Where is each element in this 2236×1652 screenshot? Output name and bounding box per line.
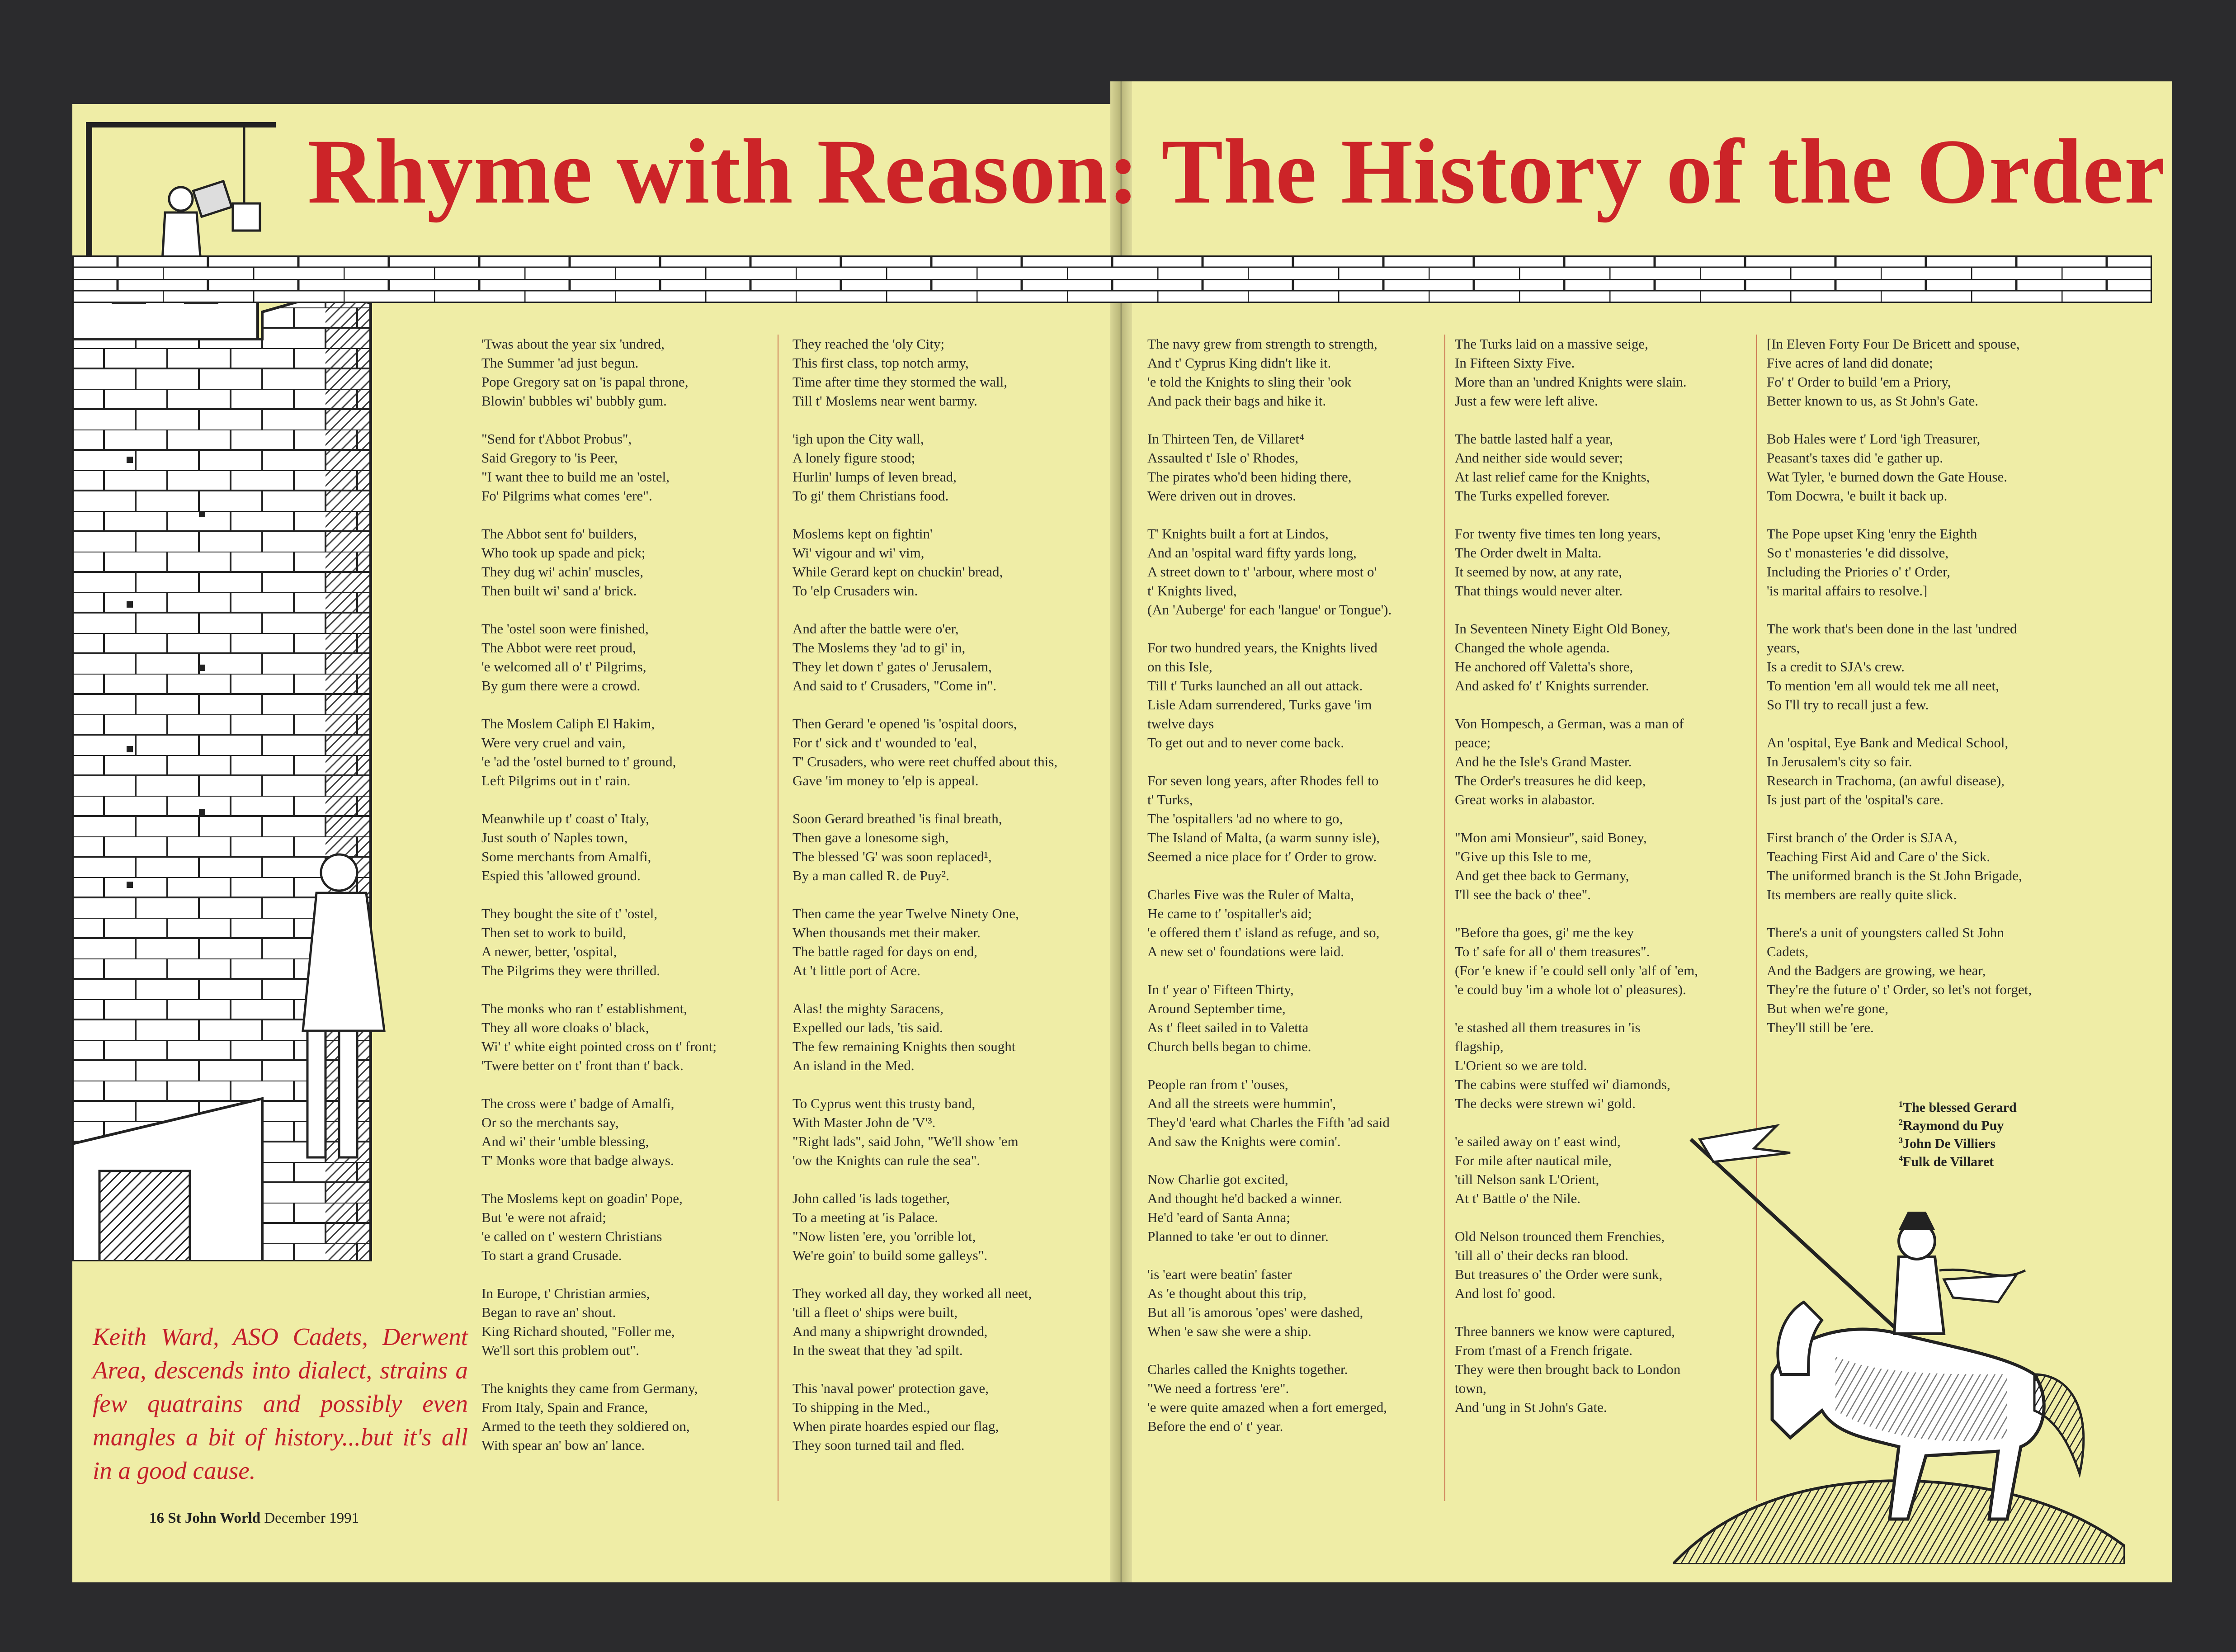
poem-line: To t' safe for all o' them treasures". (1455, 944, 1650, 959)
poem-line: Moslems kept on fightin' (793, 526, 933, 542)
poem-line: Bob Hales were t' Lord 'igh Treasurer, (1767, 431, 1981, 447)
poem-stanza (1147, 638, 1437, 752)
folio-date: December 1991 (264, 1510, 359, 1526)
poem-line: And asked fo' t' Knights surrender. (1455, 678, 1649, 694)
poem-line: And many a shipwright drownded, (793, 1323, 988, 1339)
poem-line: T' Knights built a fort at Lindos, (1147, 526, 1329, 542)
poem-line: For two hundred years, the Knights lived (1147, 640, 1377, 656)
poem-line: By gum there were a crowd. (481, 678, 641, 694)
poem-line: From Italy, Spain and France, (481, 1399, 648, 1415)
poem-line: Were driven out in droves. (1147, 488, 1296, 504)
poem-line: The uniformed branch is the St John Brigade, (1767, 868, 2022, 883)
poem-line: They bought the site of t' 'ostel, (481, 906, 658, 921)
poem-line: Is just part of the 'ospital's care. (1767, 792, 1944, 807)
poem-line: Teaching First Aid and Care o' the Sick. (1767, 849, 1991, 864)
poem-line: The work that's been done in the last 'undred (1767, 621, 2017, 637)
poem-line: The monks who ran t' establishment, (481, 1001, 688, 1016)
article-standfirst: Keith Ward, ASO Cadets, Derwent Area, descends into dialect, strains a few quatrains and possibly even mangles a bit of history...but it's all in a good cause. (93, 1323, 468, 1484)
poem-line: Then came the year Twelve Ninety One, (793, 906, 1019, 921)
poem-line: "I want thee to build me an 'ostel, (481, 469, 670, 485)
poem-stanza (481, 619, 753, 695)
poem-line: Around September time, (1147, 1001, 1286, 1016)
poem-line: Fo' Pilgrims what comes 'ere". (481, 488, 652, 504)
poem-line: t' Knights lived, (1147, 583, 1237, 599)
poem-line: Expelled our lads, 'tis said. (793, 1020, 943, 1035)
poem-line: There's a unit of youngsters called St John (1767, 925, 2004, 940)
poem-stanza (481, 1379, 753, 1455)
poem-line: In Thirteen Ten, de Villaret⁴ (1147, 431, 1304, 447)
poem-line: And thought he'd backed a winner. (1147, 1190, 1342, 1206)
poem-line: The cross were t' badge of Amalfi, (481, 1095, 675, 1111)
poem-line: Changed the whole agenda. (1455, 640, 1610, 656)
poem-line: Fo' t' Order to build 'em a Priory, (1767, 374, 1951, 390)
poem-stanza (1147, 980, 1437, 1056)
poem-line: And neither side would sever; (1455, 450, 1623, 466)
poem-line: The decks were strewn wi' gold. (1455, 1095, 1636, 1111)
poem-line: He'd 'eard of Santa Anna; (1147, 1209, 1290, 1225)
poem-line: Said Gregory to 'is Peer, (481, 450, 618, 466)
footnote: $^4$Fulk de Villaret (1899, 1154, 1994, 1169)
poem-line: 'igh upon the City wall, (793, 431, 924, 447)
poem-line: Hurlin' lumps of leven bread, (793, 469, 957, 485)
poem-line: The battle raged for days on end, (793, 944, 977, 959)
poem-stanza (1455, 1018, 1749, 1113)
poem-line: 'e stashed all them treasures in 'is (1455, 1020, 1641, 1035)
poem-line: In Jerusalem's city so fair. (1767, 754, 1912, 769)
poem-line: Who took up spade and pick; (481, 545, 646, 561)
poem-line: The Abbot were reet proud, (481, 640, 636, 656)
poem-line: 'e told the Knights to sling their 'ook (1147, 374, 1352, 390)
poem-line: Peasant's taxes did 'e gather up. (1767, 450, 1943, 466)
poem-line: We're goin' to build some galleys". (793, 1247, 988, 1263)
poem-stanza (481, 1189, 753, 1265)
poem-line: [In Eleven Forty Four De Bricett and spouse, (1767, 336, 2020, 352)
poem-line: He came to t' 'ospitaller's aid; (1147, 906, 1312, 921)
poem-line: The Pope upset King 'enry the Eighth (1767, 526, 1977, 542)
poem-line: So t' monasteries 'e did dissolve, (1767, 545, 1949, 561)
poem-line: The cabins were stuffed wi' diamonds, (1455, 1076, 1670, 1092)
poem-line: Espied this 'allowed ground. (481, 868, 641, 883)
poem-stanza (481, 904, 753, 980)
poem-stanza (793, 1094, 1082, 1170)
poem-stanza (1147, 335, 1437, 411)
poem-line: The battle lasted half a year, (1455, 431, 1613, 447)
poem-line: on this Isle, (1147, 659, 1212, 675)
poem-stanza (481, 1284, 753, 1360)
poem-stanza (793, 999, 1082, 1075)
poem-line: And pack their bags and hike it. (1147, 393, 1326, 409)
poem-line: Wi' t' white eight pointed cross on t' front; (481, 1038, 717, 1054)
poem-line: Three banners we know were captured, (1455, 1323, 1675, 1339)
poem-stanza (1147, 771, 1437, 866)
poem-line: The navy grew from strength to strength, (1147, 336, 1377, 352)
footnote: $^1$The blessed Gerard (1899, 1100, 2017, 1115)
poem-line: At 't little port of Acre. (793, 963, 920, 978)
poem-line: A street down to t' 'arbour, where most o' (1147, 564, 1377, 580)
poem-line: I'll see the back o' thee". (1455, 887, 1591, 902)
poem-line: T' Crusaders, who were reet chuffed about this, (793, 754, 1058, 769)
poem-line: Charles called the Knights together. (1147, 1361, 1348, 1377)
poem-line: At t' Battle o' the Nile. (1455, 1190, 1581, 1206)
poem-line: The Summer 'ad just begun. (481, 355, 639, 371)
poem-line: 'till all o' their decks ran blood. (1455, 1247, 1628, 1263)
poem-stanza (1455, 524, 1749, 600)
poem-line: "Now listen 'ere, you 'orrible lot, (793, 1228, 976, 1244)
poem-line: Assaulted t' Isle o' Rhodes, (1147, 450, 1299, 466)
poem-stanza (481, 1094, 753, 1170)
poem-line: And all the streets were hummin', (1147, 1095, 1336, 1111)
poem-line: Or so the merchants say, (481, 1114, 619, 1130)
poem-line: Now Charlie got excited, (1147, 1171, 1288, 1187)
poem-line: And he the Isle's Grand Master. (1455, 754, 1632, 769)
poem-line: They worked all day, they worked all neet, (793, 1285, 1032, 1301)
column-rule (1444, 335, 1445, 1501)
poem-line: Is a credit to SJA's crew. (1767, 659, 1905, 675)
poem-line: 'is marital affairs to resolve.] (1767, 583, 1928, 599)
poem-line: Then set to work to build, (481, 925, 627, 940)
poem-line: And get thee back to Germany, (1455, 868, 1629, 883)
poem-line: Von Hompesch, a German, was a man of (1455, 716, 1684, 732)
poem-stanza (1147, 885, 1437, 961)
poem-line: Charles Five was the Ruler of Malta, (1147, 887, 1354, 902)
poem-stanza (481, 999, 753, 1075)
poem-line: A new set o' foundations were laid. (1147, 944, 1344, 959)
poem-line: And said to t' Crusaders, "Come in". (793, 678, 997, 694)
poem-line: With spear an' bow an' lance. (481, 1437, 645, 1453)
poem-line: In Seventeen Ninety Eight Old Boney, (1455, 621, 1670, 637)
poem-line: The 'ospitallers 'ad no where to go, (1147, 811, 1343, 826)
footnote: $^3$John De Villiers (1899, 1136, 1996, 1151)
poem-line: We'll sort this problem out". (481, 1342, 639, 1358)
poem-line: Lisle Adam surrendered, Turks gave 'im (1147, 697, 1372, 713)
folio-publication: St John World (168, 1510, 261, 1526)
poem-line: The few remaining Knights then sought (793, 1038, 1016, 1054)
poem-line: L'Orient so we are told. (1455, 1057, 1587, 1073)
folio-page-number: 16 (149, 1510, 164, 1526)
poem-line: For seven long years, after Rhodes fell to (1147, 773, 1379, 788)
poem-line: town, (1455, 1380, 1486, 1396)
poem-line: As t' fleet sailed in to Valetta (1147, 1020, 1309, 1035)
mounted-knight-illustration (1673, 1121, 2125, 1564)
poem-line: 'is 'eart were beatin' faster (1147, 1266, 1292, 1282)
poem-stanza (1767, 828, 2101, 904)
poem-line: But treasures o' the Order were sunk, (1455, 1266, 1663, 1282)
poem-stanza (793, 1379, 1082, 1455)
poem-stanza (793, 430, 1082, 505)
poem-stanza (793, 904, 1082, 980)
poem-line: Blowin' bubbles wi' bubbly gum. (481, 393, 667, 409)
poem-line: To 'elp Crusaders win. (793, 583, 918, 599)
poem-line: 'Twere better on t' front than t' back. (481, 1057, 684, 1073)
poem-stanza (1147, 430, 1437, 505)
poem-line: In t' year o' Fifteen Thirty, (1147, 982, 1294, 997)
poem-line: Church bells began to chime. (1147, 1038, 1311, 1054)
poem-line: John called 'is lads together, (793, 1190, 950, 1206)
poem-line: An 'ospital, Eye Bank and Medical School, (1767, 735, 2009, 750)
page-folio (149, 1510, 359, 1527)
poem-line: To shipping in the Med., (793, 1399, 930, 1415)
poem-line: Wat Tyler, 'e burned down the Gate House. (1767, 469, 2007, 485)
poem-line: And saw the Knights were comin'. (1147, 1133, 1341, 1149)
poem-line: They all wore cloaks o' black, (481, 1020, 649, 1035)
poem-stanza (793, 1284, 1082, 1360)
poem-line: Cadets, (1767, 944, 1809, 959)
poem-line: "Before tha goes, gi' me the key (1455, 925, 1634, 940)
poem-line: In Europe, t' Christian armies, (481, 1285, 650, 1301)
poem-line: People ran from t' 'ouses, (1147, 1076, 1288, 1092)
poem-line: "Give up this Isle to me, (1455, 849, 1591, 864)
poem-line: This first class, top notch army, (793, 355, 969, 371)
poem-line: The Order's treasures he did keep, (1455, 773, 1646, 788)
poem-line: They dug wi' achin' muscles, (481, 564, 644, 580)
poem-line: "Right lads", said John, "We'll show 'em (793, 1133, 1019, 1149)
poem-line: Till t' Turks launched an all out attack. (1147, 678, 1363, 694)
poem-line: That things would never alter. (1455, 583, 1623, 599)
poem-line: twelve days (1147, 716, 1214, 732)
poem-stanza (1767, 733, 2101, 809)
poem-line: Wi' vigour and wi' vim, (793, 545, 925, 561)
poem-line: They soon turned tail and fled. (793, 1437, 965, 1453)
poem-column-1 (481, 335, 753, 1474)
poem-line: 'till a fleet o' ships were built, (793, 1304, 958, 1320)
poem-line: Research in Trachoma, (an awful disease), (1767, 773, 2005, 788)
poem-line: They're the future o' t' Order, so let's not forget, (1767, 982, 2032, 997)
poem-stanza (1455, 714, 1749, 809)
poem-stanza (1147, 1075, 1437, 1151)
poem-line: And lost fo' good. (1455, 1285, 1556, 1301)
poem-line: Soon Gerard breathed 'is final breath, (793, 811, 1002, 826)
poem-line: For twenty five times ten long years, (1455, 526, 1661, 542)
poem-line: At last relief came for the Knights, (1455, 469, 1650, 485)
poem-line: 'e 'ad the 'ostel burned to t' ground, (481, 754, 676, 769)
poem-line: A newer, better, 'ospital, (481, 944, 617, 959)
poem-line: And 'ung in St John's Gate. (1455, 1399, 1607, 1415)
poem-stanza (1767, 430, 2101, 505)
poem-line: To Cyprus went this trusty band, (793, 1095, 976, 1111)
poem-line: Including the Priories o' t' Order, (1767, 564, 1950, 580)
poem-line: The knights they came from Germany, (481, 1380, 698, 1396)
poem-line: 'e could buy 'im a whole lot o' pleasures). (1455, 982, 1686, 997)
poem-line: Great works in alabastor. (1455, 792, 1595, 807)
poem-line: "Send for t'Abbot Probus", (481, 431, 632, 447)
poem-line: The Island of Malta, (a warm sunny isle), (1147, 830, 1380, 845)
poem-line: Seemed a nice place for t' Order to grow. (1147, 849, 1377, 864)
poem-line: Time after time they stormed the wall, (793, 374, 1007, 390)
poem-line: To mention 'em all would tek me all neet, (1767, 678, 1999, 694)
poem-stanza (1455, 335, 1749, 411)
poem-line: From t'mast of a French frigate. (1455, 1342, 1632, 1358)
poem-line: The Moslems they 'ad to gi' in, (793, 640, 966, 656)
poem-line: To a meeting at 'is Palace. (793, 1209, 938, 1225)
poem-line: King Richard shouted, "Foller me, (481, 1323, 675, 1339)
poem-line: The Moslems kept on goadin' Pope, (481, 1190, 683, 1206)
poem-stanza (793, 1189, 1082, 1265)
poem-line: They reached the 'oly City; (793, 336, 945, 352)
poem-line: They were then brought back to London (1455, 1361, 1681, 1377)
poem-line: years, (1767, 640, 1800, 656)
poem-stanza (793, 524, 1082, 600)
poem-stanza (481, 809, 753, 885)
poem-line: 'Twas about the year six 'undred, (481, 336, 665, 352)
poem-stanza (1147, 524, 1437, 619)
poem-line: The Order dwelt in Malta. (1455, 545, 1602, 561)
poem-line: Left Pilgrims out in t' rain. (481, 773, 631, 788)
poem-stanza (481, 714, 753, 790)
poem-line: flagship, (1455, 1038, 1504, 1054)
poem-stanza (793, 714, 1082, 790)
poem-line: The Turks laid on a massive seige, (1455, 336, 1648, 352)
poem-line: Just south o' Naples town, (481, 830, 628, 845)
poem-column-2 (793, 335, 1082, 1474)
footnote: $^2$Raymond du Puy (1899, 1118, 2004, 1133)
poem-line: 'e offered them t' island as refuge, and so, (1147, 925, 1380, 940)
poem-line: Till t' Moslems near went barmy. (793, 393, 977, 409)
poem-line: Then gave a lonesome sigh, (793, 830, 949, 845)
poem-line: Armed to the teeth they soldiered on, (481, 1418, 690, 1434)
poem-line: T' Monks wore that badge always. (481, 1152, 674, 1168)
poem-line: They let down t' gates o' Jerusalem, (793, 659, 992, 675)
poem-line: Then Gerard 'e opened 'is 'ospital doors, (793, 716, 1017, 732)
poem-line: In the sweat that they 'ad spilt. (793, 1342, 963, 1358)
poem-line: Old Nelson trounced them Frenchies, (1455, 1228, 1665, 1244)
poem-line: The blessed 'G' was soon replaced¹, (793, 849, 992, 864)
poem-line: And after the battle were o'er, (793, 621, 959, 637)
poem-line: Were very cruel and vain, (481, 735, 626, 750)
poem-line: With Master John de 'V'³. (793, 1114, 936, 1130)
poem-line: More than an 'undred Knights were slain. (1455, 374, 1687, 390)
poem-line: 'ow the Knights can rule the sea". (793, 1152, 981, 1168)
poem-line: Gave 'im money to 'elp is appeal. (793, 773, 979, 788)
poem-line: (For 'e knew if 'e could sell only 'alf of 'em, (1455, 963, 1698, 978)
poem-stanza (1455, 923, 1749, 999)
poem-line: Better known to us, as St John's Gate. (1767, 393, 1978, 409)
poem-stanza (793, 335, 1082, 411)
poem-line: 'e welcomed all o' t' Pilgrims, (481, 659, 646, 675)
poem-stanza (1455, 828, 1749, 904)
poem-stanza (1147, 1360, 1437, 1436)
poem-column-5 (1767, 335, 2101, 1056)
poem-line: peace; (1455, 735, 1491, 750)
poem-line: To gi' them Christians food. (793, 488, 949, 504)
poem-line: t' Turks, (1147, 792, 1193, 807)
poem-line: It seemed by now, at any rate, (1455, 564, 1622, 580)
poem-line: To get out and to never come back. (1147, 735, 1344, 750)
poem-line: For t' sick and t' wounded to 'eal, (793, 735, 977, 750)
poem-line: Pope Gregory sat on 'is papal throne, (481, 374, 689, 390)
poem-line: First branch o' the Order is SJAA, (1767, 830, 1958, 845)
poem-line: "Mon ami Monsieur", said Boney, (1455, 830, 1647, 845)
poem-stanza (481, 430, 753, 505)
poem-stanza (1767, 619, 2101, 714)
poem-line: A lonely figure stood; (793, 450, 915, 466)
poem-line: In Fifteen Sixty Five. (1455, 355, 1575, 371)
poem-line: 'e called on t' western Christians (481, 1228, 662, 1244)
poem-stanza (1147, 1170, 1437, 1246)
poem-line: Five acres of land did donate; (1767, 355, 1933, 371)
poem-line: Meanwhile up t' coast o' Italy, (481, 811, 649, 826)
poem-line: The Moslem Caliph El Hakim, (481, 716, 655, 732)
poem-stanza (1767, 524, 2101, 600)
poem-line: 'e sailed away on t' east wind, (1455, 1133, 1621, 1149)
poem-line: He anchored off Valetta's shore, (1455, 659, 1633, 675)
poem-line: By a man called R. de Puy². (793, 868, 949, 883)
poem-line: 'e were quite amazed when a fort emerged, (1147, 1399, 1387, 1415)
poem-line: But when we're gone, (1767, 1001, 1889, 1016)
poem-column-3 (1147, 335, 1437, 1455)
poem-line: An island in the Med. (793, 1057, 915, 1073)
poem-line: So I'll try to recall just a few. (1767, 697, 1929, 713)
poem-line: This 'naval power' protection gave, (793, 1380, 989, 1396)
poem-line: The Pilgrims they were thrilled. (481, 963, 660, 978)
poem-stanza (481, 524, 753, 600)
poem-line: The pirates who'd been hiding there, (1147, 469, 1352, 485)
poem-line: But all 'is amorous 'opes' were dashed, (1147, 1304, 1363, 1320)
poem-line: The 'ostel soon were finished, (481, 621, 649, 637)
poem-stanza (1767, 335, 2101, 411)
poem-stanza (481, 335, 753, 411)
poem-line: Just a few were left alive. (1455, 393, 1598, 409)
poem-line: When thousands met their maker. (793, 925, 981, 940)
poem-line: When pirate hoardes espied our flag, (793, 1418, 999, 1434)
article-title: Rhyme with Reason: The History of the Order (307, 120, 2166, 223)
poem-line: For mile after nautical mile, (1455, 1152, 1612, 1168)
poem-stanza (1767, 923, 2101, 1037)
poem-line: While Gerard kept on chuckin' bread, (793, 564, 1003, 580)
poem-line: When 'e saw she were a ship. (1147, 1323, 1311, 1339)
poem-line: Before the end o' t' year. (1147, 1418, 1283, 1434)
poem-line: They'll still be 'ere. (1767, 1020, 1874, 1035)
poem-line: As 'e thought about this trip, (1147, 1285, 1307, 1301)
poem-line: They'd 'eard what Charles the Fifth 'ad said (1147, 1114, 1390, 1130)
poem-line: Its members are really quite slick. (1767, 887, 1957, 902)
poem-stanza (1147, 1265, 1437, 1341)
poem-line: "We need a fortress 'ere". (1147, 1380, 1289, 1396)
poem-line: But 'e were not afraid; (481, 1209, 606, 1225)
poem-line: The Turks expelled forever. (1455, 488, 1610, 504)
poem-line: Alas! the mighty Saracens, (793, 1001, 944, 1016)
poem-line: Some merchants from Amalfi, (481, 849, 651, 864)
poem-stanza (1455, 430, 1749, 505)
poem-stanza (793, 809, 1082, 885)
poem-line: And wi' their 'umble blessing, (481, 1133, 649, 1149)
poem-line: And t' Cyprus King didn't like it. (1147, 355, 1331, 371)
poem-line: The Abbot sent fo' builders, (481, 526, 637, 542)
battlement-wall-band (72, 255, 2152, 303)
poem-line: And the Badgers are growing, we hear, (1767, 963, 1986, 978)
poem-line: 'till Nelson sank L'Orient, (1455, 1171, 1599, 1187)
poem-line: Began to rave an' shout. (481, 1304, 616, 1320)
poem-line: Planned to take 'er out to dinner. (1147, 1228, 1329, 1244)
poem-line: Then built wi' sand a' brick. (481, 583, 637, 599)
poem-stanza (1455, 619, 1749, 695)
poem-stanza (793, 619, 1082, 695)
poem-line: To start a grand Crusade. (481, 1247, 622, 1263)
poem-line: Tom Docwra, 'e built it back up. (1767, 488, 1948, 504)
poem-line: (An 'Auberge' for each 'langue' or Tongue'). (1147, 602, 1392, 618)
poem-line: And an 'ospital ward fifty yards long, (1147, 545, 1357, 561)
